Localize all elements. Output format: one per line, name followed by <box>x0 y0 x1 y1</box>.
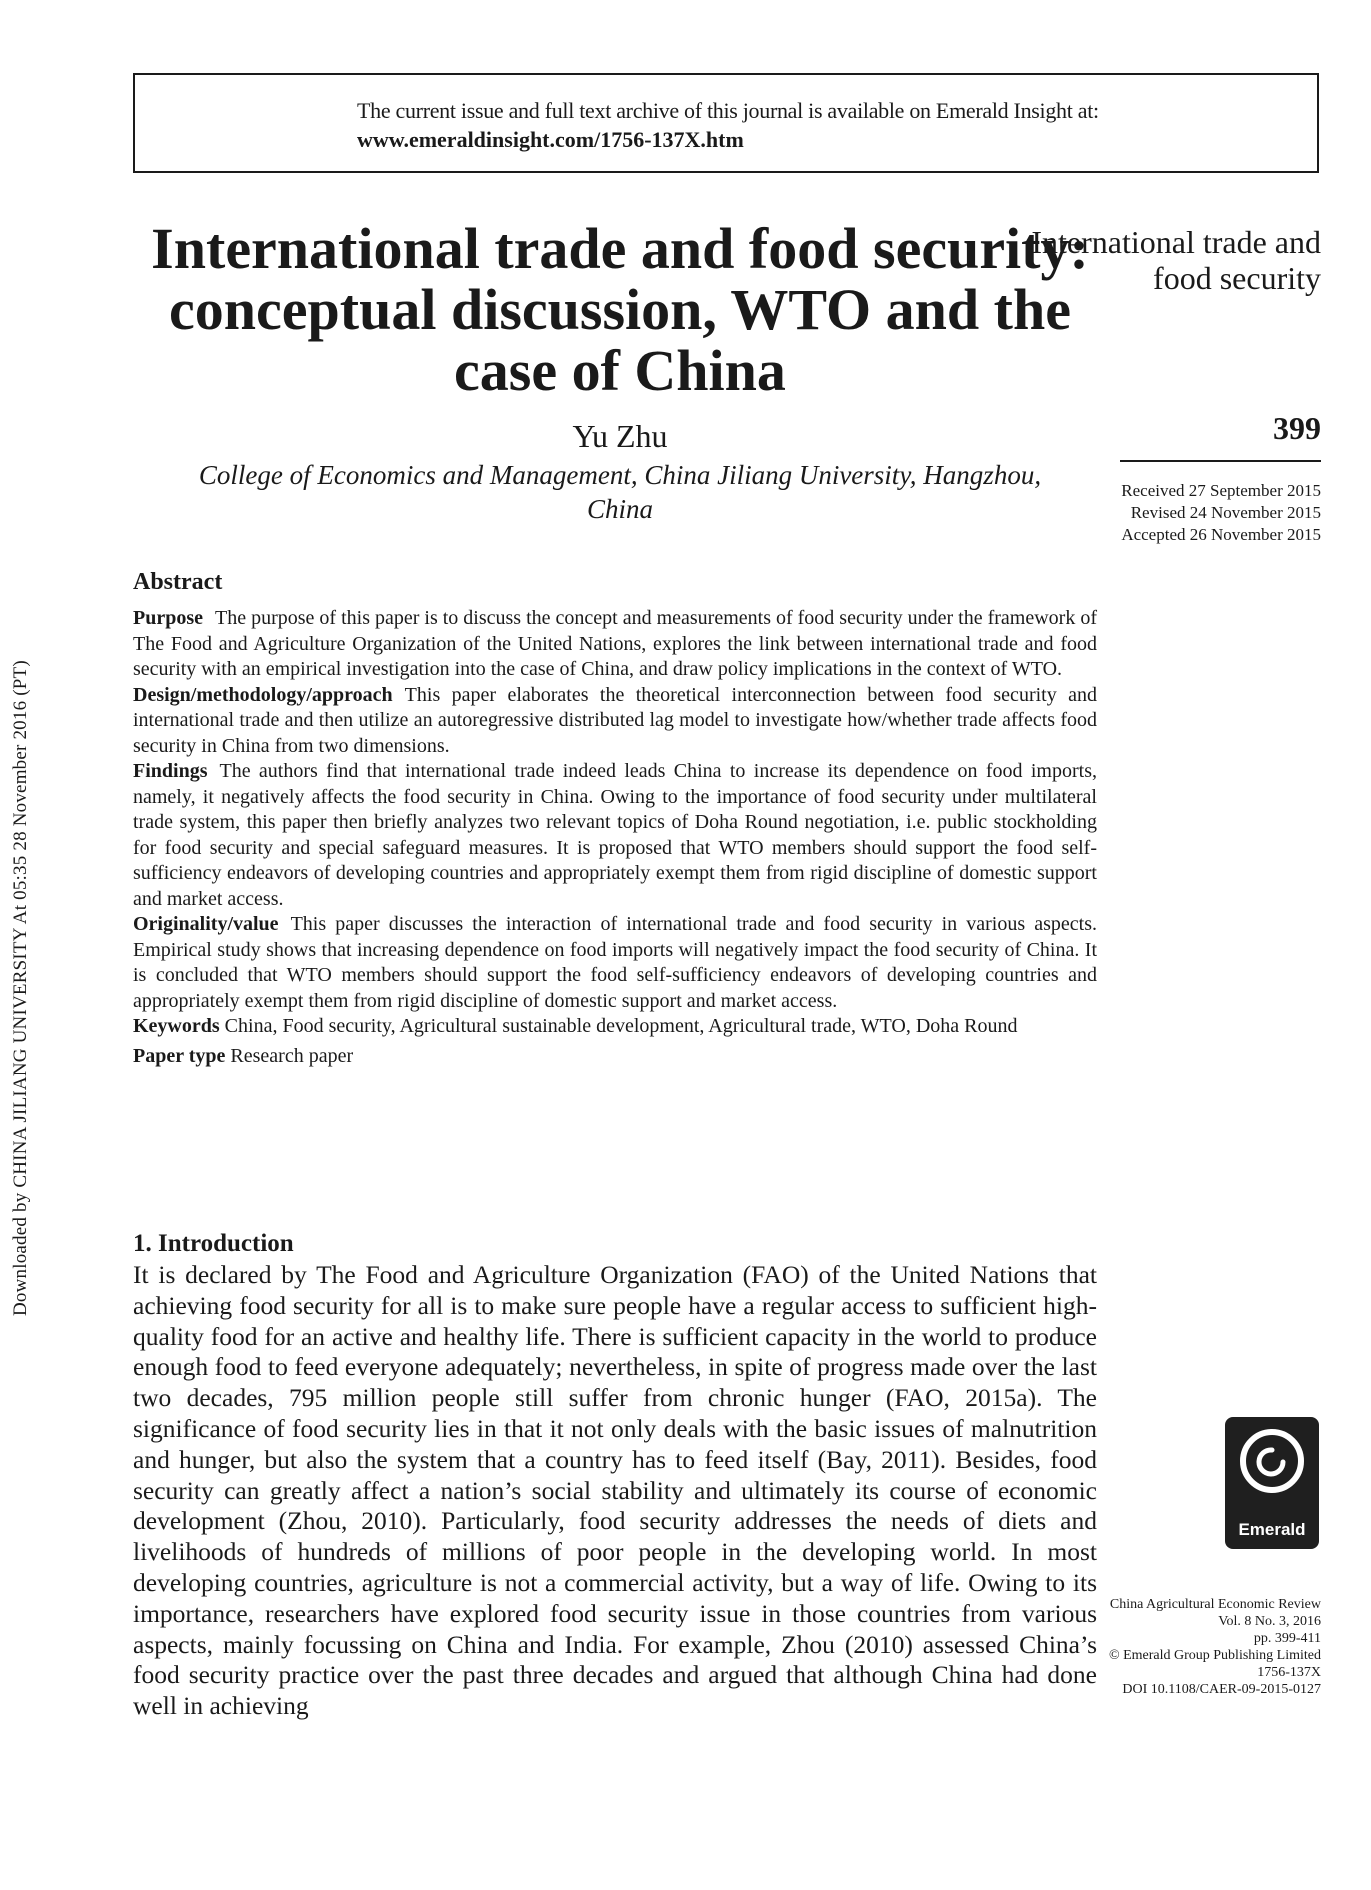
journal-info <box>1061 1596 1321 1698</box>
abstract-originality <box>133 912 1097 1014</box>
emerald-swirl-icon <box>1225 1417 1319 1517</box>
abstract-paper-type <box>133 1044 1097 1070</box>
keywords-text: China, Food security, Agricultural sustainable development, Agricultural trade, WTO, Doha Round <box>224 1015 1018 1037</box>
abstract-heading: Abstract <box>133 569 223 595</box>
paper-type-text: Research paper <box>230 1044 354 1067</box>
abstract-design <box>133 683 1097 760</box>
author-affiliation: College of Economics and Management, China Jiliang University, Hangzhou, China <box>198 460 1042 524</box>
journal-volume: Vol. 8 No. 3, 2016 <box>1218 1614 1321 1629</box>
accepted-date: Accepted 26 November 2015 <box>1121 525 1321 544</box>
emerald-logo <box>1225 1417 1319 1549</box>
article-doi[interactable]: DOI 10.1108/CAER-09-2015-0127 <box>1122 1682 1321 1697</box>
abstract-purpose <box>133 606 1097 683</box>
design-label: Design/methodology/approach <box>133 683 393 706</box>
findings-text: The authors find that international trade indeed leads China to increase its dependence on food imports, namely, it negatively affects the food security in China. Owing to the importance of food security under multilateral trade system, this paper then briefly analyzes two relevant topics of Doha Round negotiation, i.e. public stockholding for food security and special safeguard measures. It is proposed that WTO members should support the food self-sufficiency endeavors of developing countries and appropriately exempt them from rigid discipline of domestic support and market access. <box>133 760 1097 910</box>
paper-type-label: Paper type <box>133 1044 226 1067</box>
page-number: 399 <box>1273 410 1321 446</box>
access-notice-text: The current issue and full text archive of this journal is available on Emerald Insight at: <box>357 98 1099 123</box>
purpose-label: Purpose <box>133 607 203 629</box>
keywords-label: Keywords <box>133 1015 220 1037</box>
logo-wordmark: Emerald <box>1238 1520 1306 1539</box>
author-name: Yu Zhu <box>572 418 668 454</box>
download-stamp: Downloaded by CHINA JILIANG UNIVERSITY At 05:35 28 November 2016 (PT) <box>10 660 31 1316</box>
findings-label: Findings <box>133 760 208 782</box>
introduction-text: It is declared by The Food and Agriculture Organization (FAO) of the United Nations that achieving food security for all is to make sure people have a regular access to sufficient high-quality food for an active and healthy life. There is sufficient capacity in the world to produce enough food to feed everyone adequately; nevertheless, in spite of progress made over the last two decades, 795 million people still suffer from chronic hunger (FAO, 2015a). The significance of food security lies in that it not only deals with the basic issues of malnutrition and hunger, but also the system that a country has to feed itself (Bay, 2011). Besides, food security can greatly affect a nation’s social stability and ultimately its course of economic development (Zhou, 2010). Particularly, food security addresses the needs of diets and livelihoods of hundreds of millions of poor people in the developing world. In most developing countries, agriculture is not a commercial activity, but a way of life. Owing to its importance, researchers have explored food security issue in those countries from various aspects, mainly focussing on China and India. For example, Zhou (2010) assessed China’s food security practice over the past three decades and argued that although China had done well in achieving <box>133 1260 1097 1721</box>
abstract-keywords <box>133 1014 1097 1040</box>
header-divider <box>1120 460 1321 462</box>
originality-label: Originality/value <box>133 913 279 935</box>
introduction-heading: 1. Introduction <box>133 1230 294 1257</box>
journal-pages: pp. 399-411 <box>1253 1631 1321 1646</box>
revised-date: Revised 24 November 2015 <box>1130 503 1321 522</box>
abstract-body <box>133 606 1097 1069</box>
received-date: Received 27 September 2015 <box>1121 481 1321 500</box>
originality-text: This paper discusses the interaction of international trade and food security in various aspects. Empirical study shows that increasing dependence on food imports will negatively impact the food security of China. It is concluded that WTO members should support the food self-sufficiency endeavors of developing countries and appropriately exempt them from rigid discipline of domestic support and market access. <box>133 913 1097 1012</box>
article-title: International trade and food security: conceptual discussion, WTO and the case of China <box>151 216 1089 403</box>
article-dates <box>1021 480 1321 546</box>
running-head: International trade and food security <box>1031 224 1321 296</box>
design-text: This paper elaborates the theoretical interconnection between food security and international trade and then utilize an autoregressive distributed lag model to investigate how/whether trade affects food security in China from two dimensions. <box>133 683 1097 757</box>
copyright-notice: © Emerald Group Publishing Limited <box>1108 1648 1321 1663</box>
purpose-text: The purpose of this paper is to discuss the concept and measurements of food security under the framework of The Food and Agriculture Organization of the United Nations, explores the link between international trade and food security with an empirical investigation into the case of China, and draw policy implications in the context of WTO. <box>133 607 1097 680</box>
journal-url-link[interactable]: www.emeraldinsight.com/1756-137X.htm <box>357 127 744 152</box>
abstract-findings <box>133 759 1097 912</box>
journal-name: China Agricultural Economic Review <box>1109 1597 1321 1612</box>
journal-issn: 1756-137X <box>1257 1665 1321 1680</box>
access-notice-box <box>133 73 1319 173</box>
